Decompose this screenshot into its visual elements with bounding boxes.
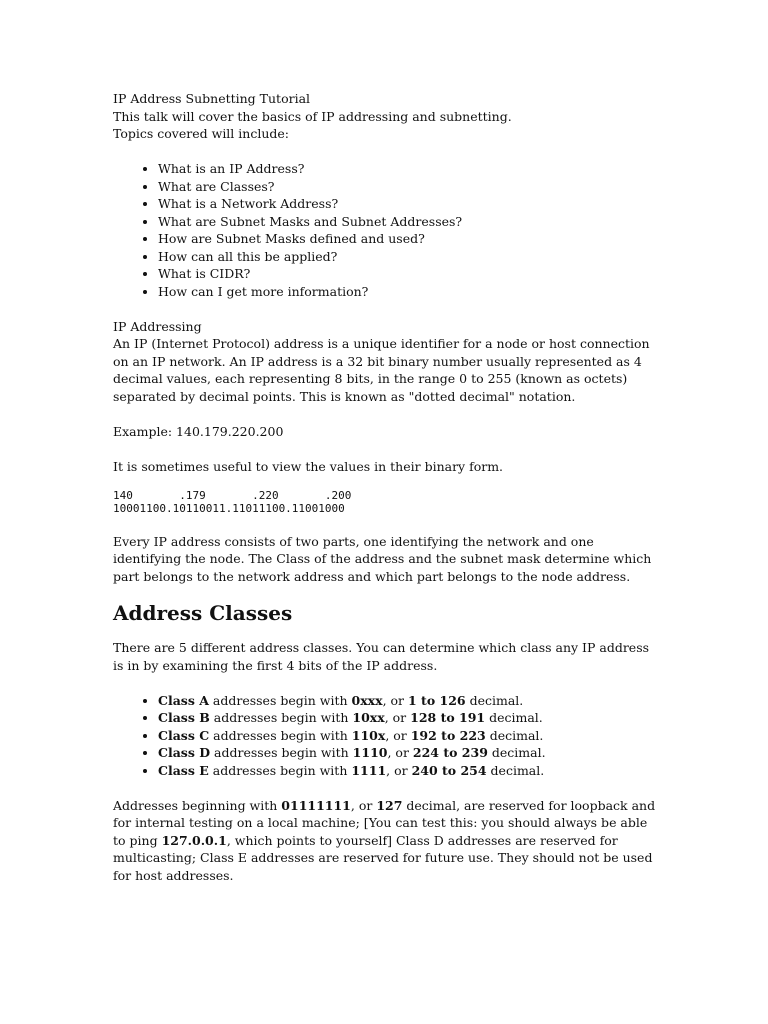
class-range: 240 to 254 (411, 762, 487, 778)
class-text: decimal. (485, 727, 544, 743)
document-page (113, 90, 658, 884)
intro-line: This talk will cover the basics of IP addressing and subnetting. (113, 108, 512, 124)
class-text: , or (384, 710, 411, 725)
class-text: addresses begin with (209, 727, 352, 743)
class-text: , or (387, 745, 413, 760)
reserved-decimal: 127 (376, 797, 403, 813)
binary-intro: It is sometimes useful to view the values in their binary form. (113, 458, 504, 474)
class-name: Class C (158, 727, 210, 743)
class-text: decimal. (486, 762, 545, 778)
class-name: Class D (158, 745, 211, 760)
list-item: • What is a Network Address? (158, 195, 658, 213)
reserved-bits: 01111111 (281, 797, 351, 813)
topics-list (113, 160, 658, 300)
address-classes-heading: Address Classes (113, 601, 293, 625)
reserved-text: , which points to yourself] Class D addresses are reserved for multicasting; Class E addresses are reserved for future use. They should not be used for host addresses. (113, 832, 653, 883)
class-range: 192 to 223 (410, 727, 486, 743)
reserved-text: decimal, are reserved for loopback and for internal testing on a local machine; [You can test this: you should always be able to ping (113, 797, 656, 848)
class-name: Class B (158, 710, 210, 725)
loopback-address: 127.0.0.1 (161, 832, 227, 848)
class-item (158, 727, 658, 745)
class-text: decimal. (487, 745, 546, 760)
topics-intro: Topics covered will include: (113, 126, 289, 141)
class-text: , or (385, 727, 411, 743)
address-parts-paragraph: Every IP address consists of two parts, one identifying the network and one identifying the node. The Class of the address and the subnet mask determine which part belongs to the network address and which part belongs to the node address. (113, 533, 652, 584)
ip-addressing-paragraph: An IP (Internet Protocol) address is a unique identifier for a node or host connection on an IP network. An IP address is a 32 bit binary number usually represented as 4 decimal values, each representing 8 bits, in the range 0 to 255 (known as octets) separated by decimal points. This is known as "dotted decimal" notation. (113, 336, 650, 404)
class-text: addresses begin with (209, 710, 353, 725)
class-bits: 0xxx (351, 692, 383, 708)
class-bits: 10xx (352, 710, 385, 725)
class-bits: 1111 (351, 762, 387, 778)
reserved-text: Addresses beginning with (113, 797, 282, 813)
class-item (158, 709, 658, 727)
class-item (158, 744, 658, 762)
class-text: decimal. (485, 710, 543, 725)
document-title: IP Address Subnetting Tutorial (113, 91, 311, 106)
binary-octets: 10001100.10110011.11011100.11001000 (113, 501, 345, 515)
class-bits: 1110 (352, 745, 388, 760)
list-item: • How are Subnet Masks defined and used? (158, 230, 658, 248)
list-item: • How can all this be applied? (158, 248, 658, 266)
class-text: , or (386, 762, 412, 778)
list-item: • How can I get more information? (158, 283, 658, 301)
class-range: 1 to 126 (408, 692, 466, 708)
class-text: addresses begin with (208, 762, 352, 778)
class-text: decimal. (465, 692, 524, 708)
class-name: Class E (158, 762, 209, 778)
class-list (113, 692, 658, 780)
class-item (158, 762, 658, 780)
class-bits: 110x (351, 727, 386, 743)
list-item: • What are Classes? (158, 178, 658, 196)
class-name: Class A (158, 692, 209, 708)
address-classes-intro: There are 5 different address classes. You can determine which class any IP address is in by examining the first 4 bits of the IP address. (113, 640, 650, 673)
list-item: • What is an IP Address? (158, 160, 658, 178)
list-item: • What is CIDR? (158, 265, 658, 283)
ip-addressing-heading: IP Addressing (113, 318, 202, 334)
reserved-addresses-paragraph (113, 797, 658, 885)
class-text: addresses begin with (210, 745, 353, 760)
class-text: addresses begin with (208, 692, 352, 708)
example-line: Example: 140.179.220.200 (113, 423, 284, 439)
list-item: • What are Subnet Masks and Subnet Addresses? (158, 213, 658, 231)
class-range: 128 to 191 (410, 710, 486, 725)
decimal-octets: 140 .179 .220 .200 (113, 489, 352, 502)
reserved-text: , or (350, 797, 377, 813)
class-item (158, 692, 658, 710)
class-text: , or (382, 692, 408, 708)
class-range: 224 to 239 (412, 745, 488, 760)
